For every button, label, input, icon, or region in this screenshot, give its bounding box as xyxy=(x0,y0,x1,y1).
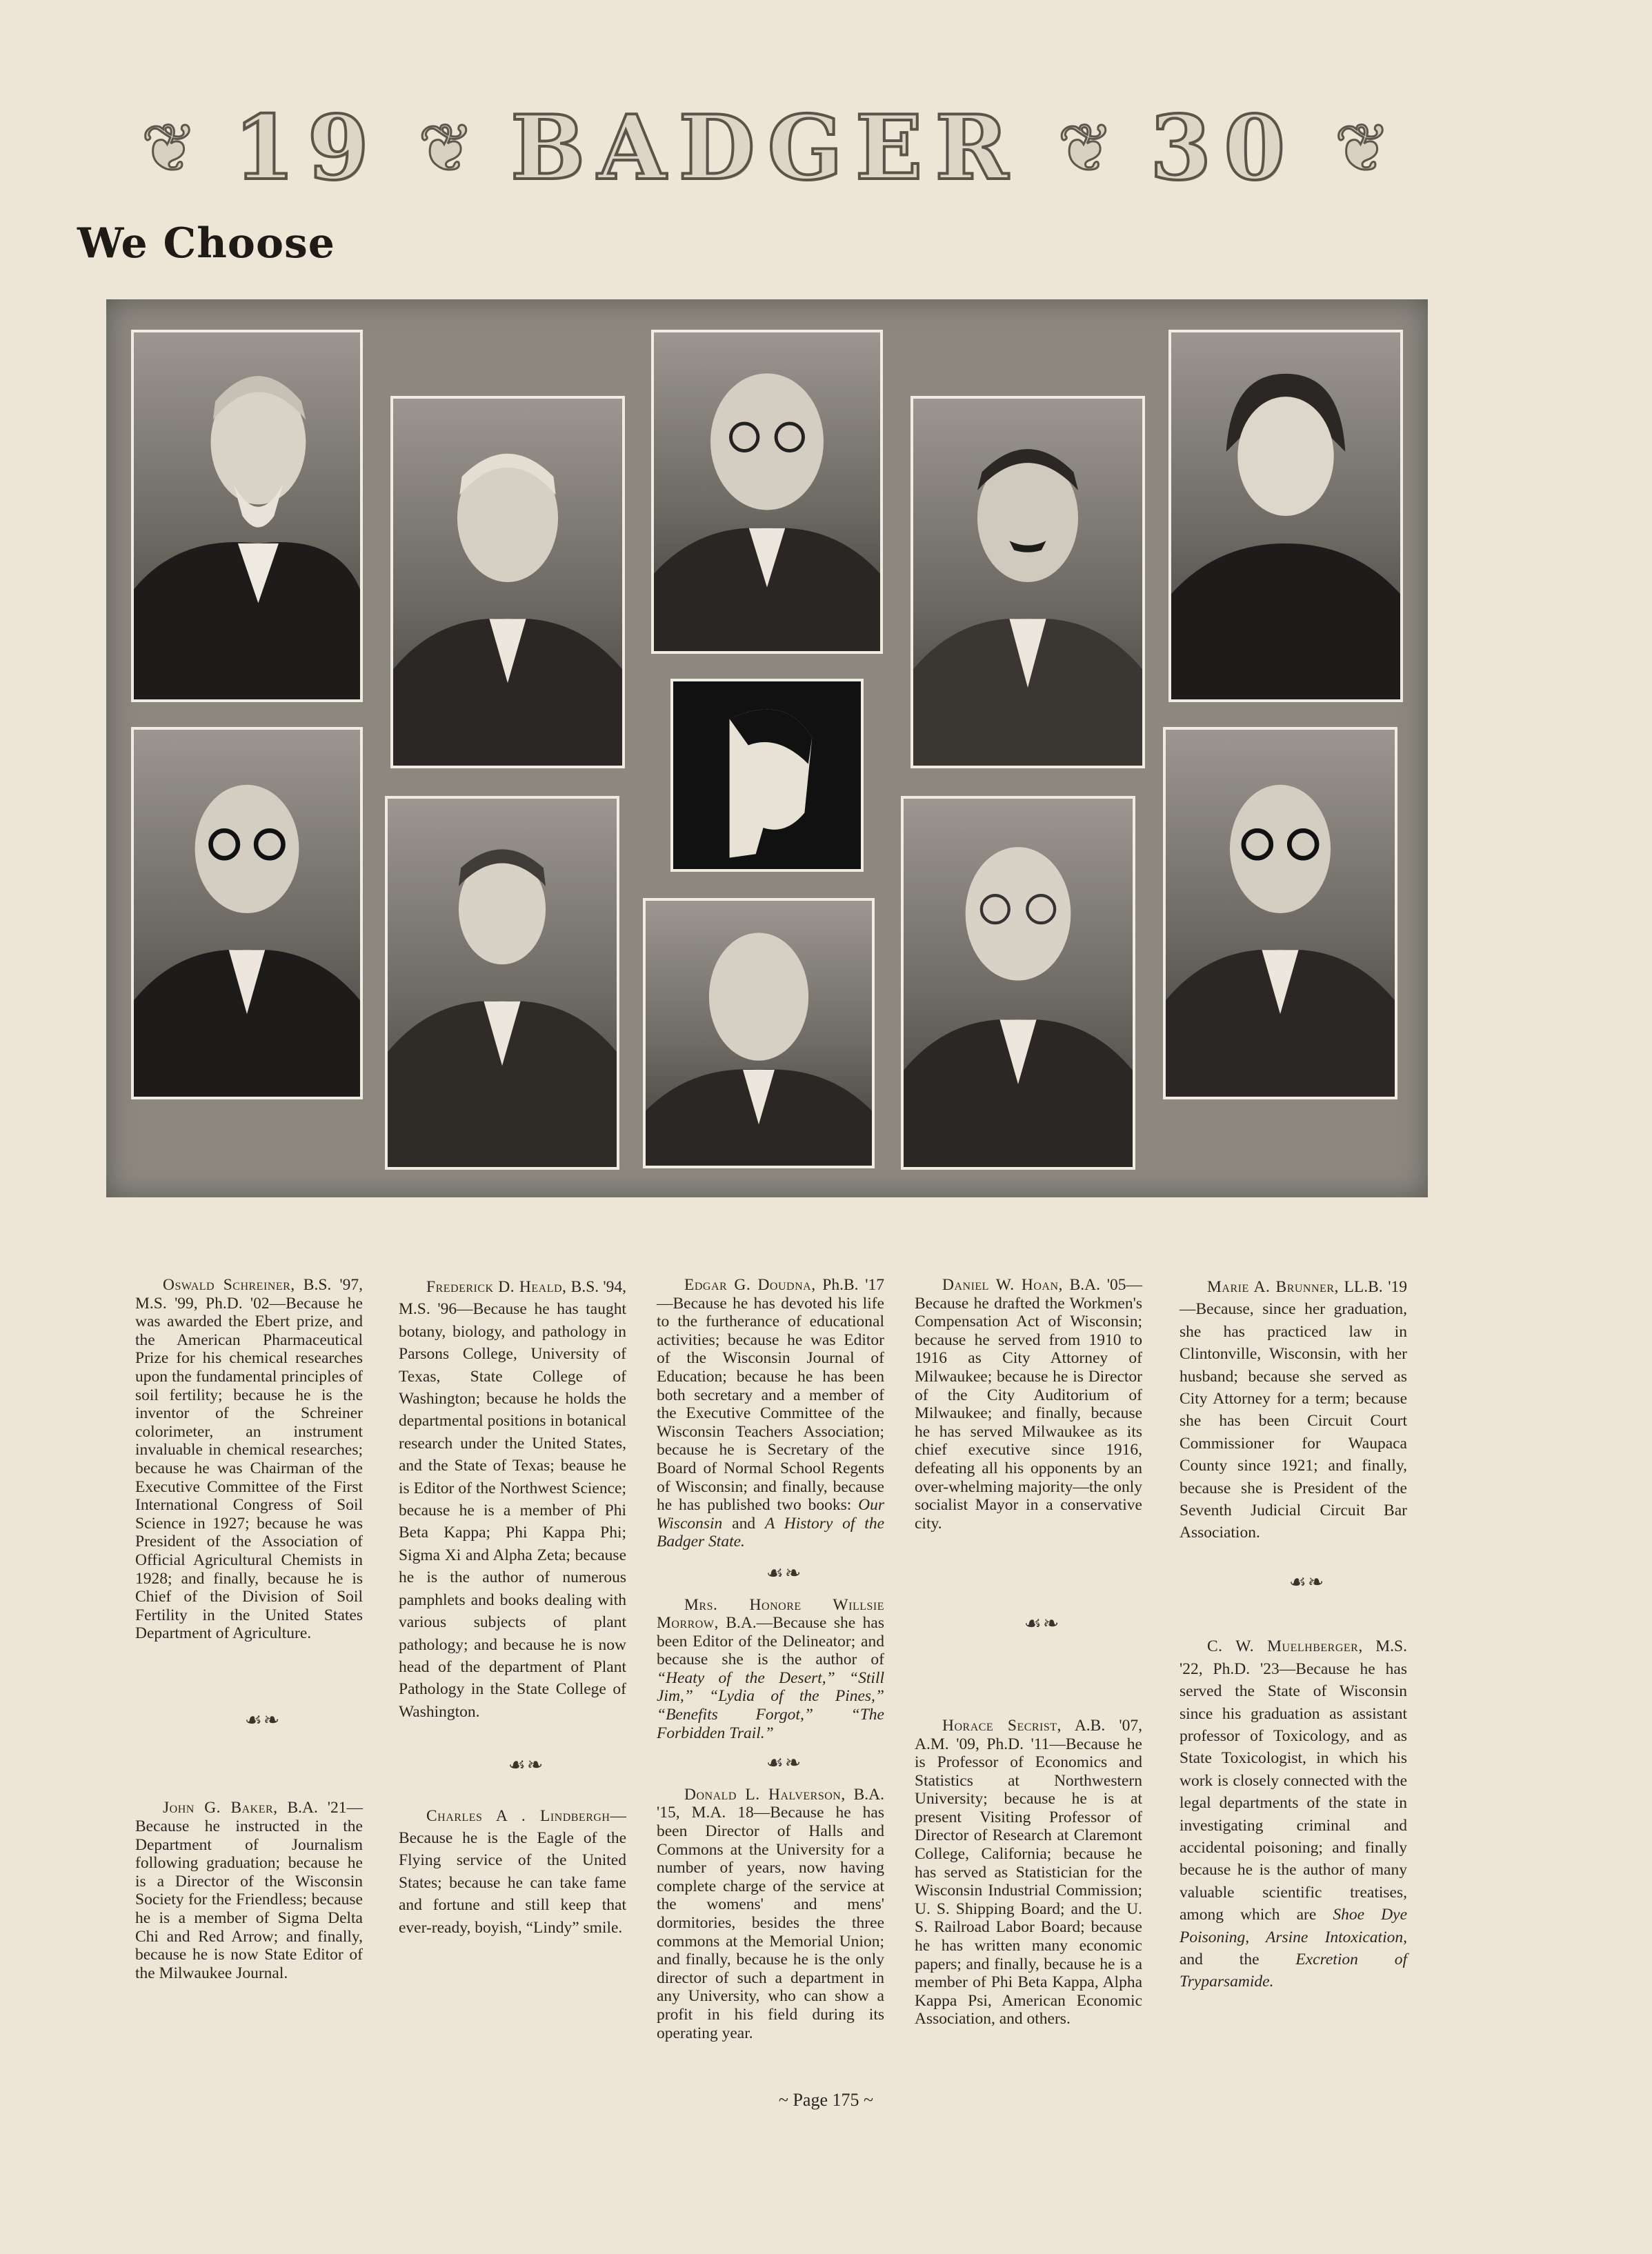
entry-text: B.A. '21—Because he instructed in the Department of Journalism following graduation; because he is a Director of the Wisconsin Society for the Friendless; because he is a member of Sigma Delta Chi and Red Arrow; and finally, because he is now State Editor of the Milwaukee Journal. xyxy=(135,1799,363,1982)
book-titles: “Heaty of the Desert,” “Still Jim,” “Lydia of the Pines,” “Benefits Forgot,” “The Forbidden Trail.” xyxy=(657,1668,884,1742)
book-title: Excretion of Tryparsamide. xyxy=(1180,1950,1407,1991)
book-title: Shoe Dye Poisoning, Arsine Intoxication, xyxy=(1180,1906,1408,1946)
entry-name: Charles A . Lindbergh xyxy=(426,1806,610,1825)
portrait-heald xyxy=(390,396,625,768)
entry-name: C. W. Muelhberger, xyxy=(1207,1637,1363,1656)
entry-text: B.A.—Because she has been Editor of the Delineator; and because she is the author of xyxy=(657,1614,884,1669)
fleuron-icon: ☙❧ xyxy=(766,1562,803,1584)
ornate-scroll-icon: ❦ xyxy=(1057,112,1113,186)
portrait-morrow xyxy=(670,679,864,872)
entry-name: Marie A. Brunner, xyxy=(1207,1278,1339,1296)
entry-text: —Because he is the Eagle of the Flying service of the United States; because he can take fame and fortune and still keep that ever-ready, boyish, “Lindy” smile. xyxy=(399,1806,626,1937)
entry-name: Oswald Schreiner, xyxy=(163,1276,295,1294)
ornate-scroll-icon: ❦ xyxy=(1334,112,1391,186)
entry-text: M.S. '22, Ph.D. '23—Because he has served the State of Wisconsin since his graduation as assistant professor of Toxicology, and as State Toxicologist, in which his work is closely connected with the legal departments of the state in investigating criminal and accidental poisoning; and finally because he is the author of many valuable scientific treatises, among which are xyxy=(1180,1637,1407,1924)
entry-text: B.S. '97, M.S. '99, Ph.D. '02—Because he was awarded the Ebert prize, and the American Pharmaceutical Prize for his chemical researches upon the fundamental principles of soil fertility; because he is the inventor of the Schreiner colorimeter, an instrument invaluable in chemical researches; because he was Chairman of the Executive Committee of the First International Congress of Soil Science in 1927; because he was President of the Association of Official Agricultural Chemists in 1928; and finally, because he is Chief of the Division of Soil Fertility in the United States Department of Agriculture. xyxy=(135,1276,363,1643)
entry-heald xyxy=(399,1276,626,1723)
fleuron-icon: ☙❧ xyxy=(1024,1613,1061,1635)
portrait-silhouette-icon xyxy=(654,332,880,651)
portrait-silhouette-icon xyxy=(1166,730,1395,1097)
fleuron-icon: ☙❧ xyxy=(508,1755,545,1777)
portrait-silhouette-icon xyxy=(1171,332,1400,699)
column-4 xyxy=(915,1276,1142,2028)
entry-name: Daniel W. Hoan, xyxy=(942,1276,1063,1294)
masthead-year-right: 30 xyxy=(1150,97,1298,200)
portrait-halverson xyxy=(643,898,875,1168)
masthead-title: BADGER xyxy=(510,97,1021,200)
entry-secrist xyxy=(915,1717,1142,2028)
entry-name: Donald L. Halverson, xyxy=(684,1785,846,1804)
fleuron-icon: ☙❧ xyxy=(244,1709,281,1731)
entry-lindbergh xyxy=(399,1805,626,1939)
portrait-silhouette-icon xyxy=(134,332,360,699)
fleuron-icon: ☙❧ xyxy=(766,1753,803,1775)
portrait-silhouette-icon xyxy=(646,901,872,1166)
ornate-scroll-icon: ❦ xyxy=(418,112,474,186)
entry-name: Horace Secrist, xyxy=(942,1716,1062,1735)
book-title: A History of the Badger State. xyxy=(657,1514,884,1551)
column-2 xyxy=(399,1276,626,1939)
entry-halverson xyxy=(657,1786,884,2042)
portrait-silhouette-icon xyxy=(388,799,617,1167)
portrait-doudna xyxy=(651,330,883,654)
conjunction-text: and xyxy=(722,1514,765,1533)
portrait-silhouette-icon xyxy=(913,399,1142,766)
portrait-lindbergh xyxy=(385,796,619,1170)
entry-schreiner xyxy=(135,1276,363,1643)
entry-brunner xyxy=(1180,1276,1407,1544)
entry-text: Ph.B. '17—Because he has devoted his life to the furtherance of educational activities; because he was Editor of the Wisconsin Journal of Education; because he has been both secretary and a member of the Executive Committee of the Wisconsin Teachers Association; because he is Secretary of the Board of Normal School Regents of Wisconsin; and finally, because he has published two books: xyxy=(657,1276,885,1515)
portrait-silhouette-icon xyxy=(393,399,622,766)
entry-doudna xyxy=(657,1276,884,1551)
page-number: ~ Page 175 ~ xyxy=(778,2090,874,2110)
portrait-hoan xyxy=(910,396,1145,768)
portrait-silhouette-icon xyxy=(904,799,1133,1167)
entry-text: A.B. '07, A.M. '09, Ph.D. '11—Because he is Professor of Economics and Statistics at Northwestern University; because he is at present Visiting Professor of Director of Research at Claremont College, California; because he has served as Statistician for the Wisconsin Industrial Commission; U. S. Shipping Board; and the U. S. Railroad Labor Board; because he has written many economic papers; and finally, because he is a member of Phi Beta Kappa, Alpha Kappa Psi, American Economic Association, and others. xyxy=(915,1716,1142,2028)
section-title: We Choose xyxy=(77,219,335,268)
portrait-baker xyxy=(131,727,363,1099)
ornate-scroll-icon: ❦ xyxy=(141,112,197,186)
portrait-muelhberger xyxy=(1163,727,1397,1099)
entry-muelhberger xyxy=(1180,1635,1407,1993)
column-1 xyxy=(135,1276,363,1982)
entry-text: B.S. '94, M.S. '96—Because he has taught botany, biology, and pathology in Parsons College, University of Texas, State College of Washington; because he holds the departmental positions in botanical research under the United States, and the State of Texas; beause he is Editor of the Northwest Science; because he is a member of Phi Beta Kappa; Phi Kappa Phi; Sigma Xi and Alpha Zeta; because he is the author of numerous pamphlets and books dealing with various subjects of plant pathology; and because he is now head of the department of Plant Pathology in the State College of Washington. xyxy=(399,1278,626,1721)
entry-name: Mrs. Honore Willsie Morrow, xyxy=(657,1595,884,1633)
entry-hoan xyxy=(915,1276,1142,1533)
portrait-plate xyxy=(106,299,1428,1197)
masthead xyxy=(138,97,1393,200)
portrait-schreiner xyxy=(131,330,363,702)
entry-text: B.A. '15, M.A. 18—Because he has been Director of Halls and Commons at the University for a number of years, now having complete charge of the service at the womens' and mens' dormitories, besides the three commons at the Memorial Union; and finally, because he is the only director of such a department in any University, who can show a profit in his field during its operating year. xyxy=(657,1785,884,2042)
masthead-year-left: 19 xyxy=(233,97,381,200)
portrait-brunner xyxy=(1168,330,1403,702)
conjunction-text: and the xyxy=(1180,1950,1296,1968)
column-5 xyxy=(1180,1276,1407,1993)
entry-baker xyxy=(135,1799,363,1982)
book-title: Our Wisconsin xyxy=(657,1496,884,1533)
entry-morrow xyxy=(657,1596,884,1743)
entry-name: Edgar G. Doudna, xyxy=(684,1276,816,1294)
entry-name: Frederick D. Heald, xyxy=(426,1278,567,1296)
profile-silhouette-icon xyxy=(673,681,861,869)
entry-name: John G. Baker, xyxy=(163,1799,278,1817)
entry-text: B.A. '05—Because he drafted the Workmen's Compensation Act of Wisconsin; because he served from 1910 to 1916 as City Attorney of Milwaukee; because he is Director of the City Auditorium of Milwaukee; and finally, because he has served Milwaukee as its chief executive since 1916, defeating all his opponents by an over-whelming majority—the only socialist Mayor in a conservative city. xyxy=(915,1276,1142,1533)
portrait-secrist xyxy=(901,796,1135,1170)
portrait-silhouette-icon xyxy=(134,730,360,1097)
column-3 xyxy=(657,1276,884,2042)
fleuron-icon: ☙❧ xyxy=(1288,1571,1326,1593)
entry-text: LL.B. '19—Because, since her graduation, she has practiced law in Clintonville, Wisconsin, with her husband; because she served as City Attorney for a term; because she has been Circuit Court Commissioner for Waupaca County since 1921; and finally, because she is President of the Seventh Judicial Circuit Bar Association. xyxy=(1180,1278,1408,1542)
